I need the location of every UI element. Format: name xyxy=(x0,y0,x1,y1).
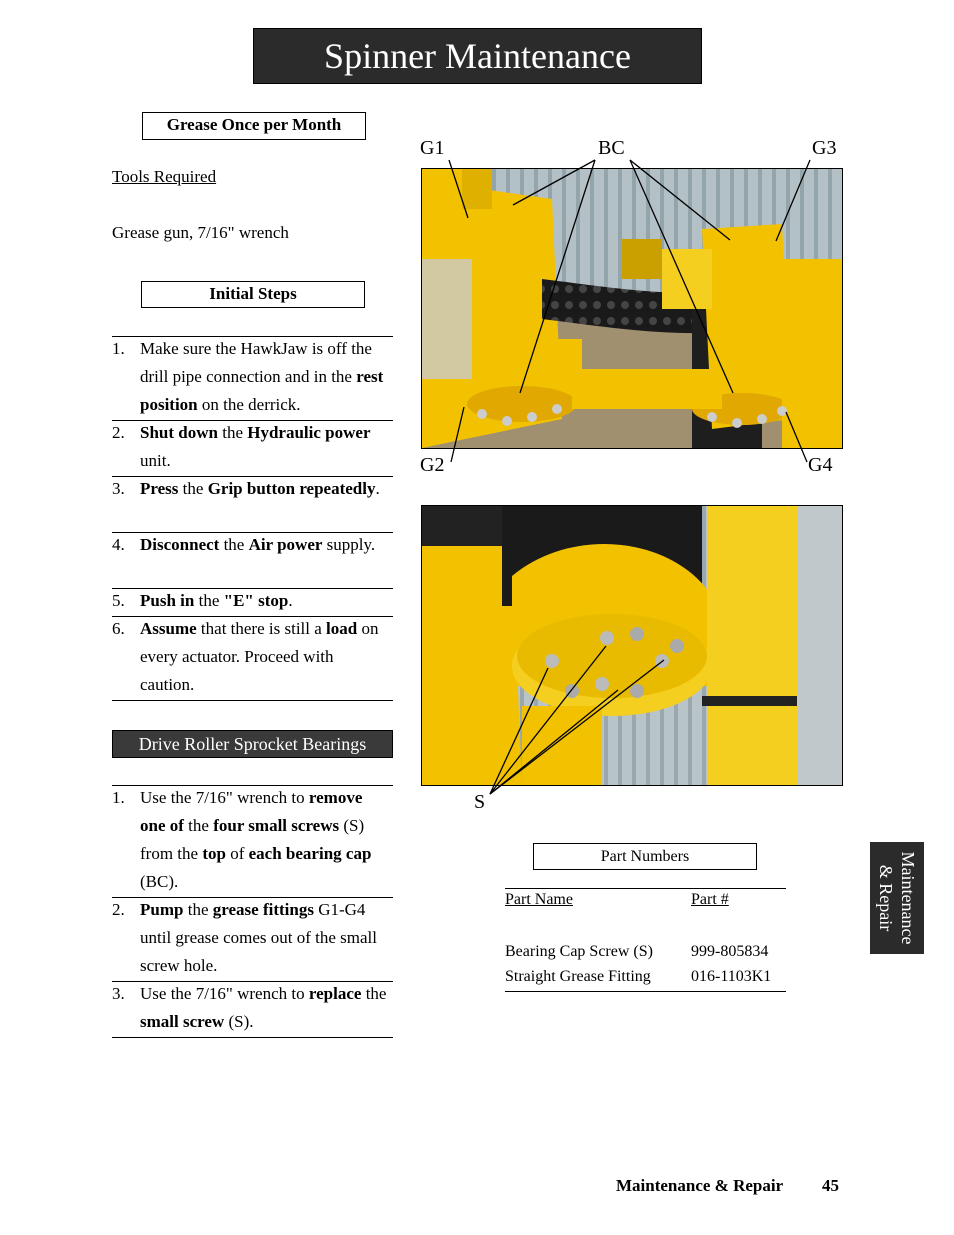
step-text-run: . xyxy=(288,591,293,610)
s-leader-4 xyxy=(490,660,664,794)
step-text-run: rest position xyxy=(140,367,384,414)
step-number: 2. xyxy=(112,423,125,442)
g1-leader xyxy=(449,160,468,218)
side-tab-line-1: Maintenance xyxy=(898,851,918,945)
step-text-run: Use the 7/16" wrench to xyxy=(140,984,309,1003)
page-number: 45 xyxy=(822,1176,839,1195)
step-text-run: load xyxy=(326,619,358,638)
step-text-run: (S). xyxy=(224,1012,254,1031)
step-text-run: (S) from the xyxy=(140,816,365,863)
label-g1: G1 xyxy=(420,137,445,159)
step-text-run: the xyxy=(178,479,208,498)
step-number: 5. xyxy=(112,591,125,610)
part-name-header: Part Name xyxy=(505,891,573,908)
bc-leader-4 xyxy=(630,160,733,393)
step-text-run: supply. xyxy=(322,535,376,554)
step-text-run: unit. xyxy=(140,451,171,470)
page-title: Spinner Maintenance xyxy=(253,28,702,84)
part-row-1-number: 999-805834 xyxy=(691,943,769,960)
tools-list: Grease gun, 7/16" wrench xyxy=(112,223,289,242)
part-table-bottom-rule xyxy=(505,991,786,992)
label-g4: G4 xyxy=(808,454,833,476)
step-text-run: "E" stop xyxy=(223,591,289,610)
section-heading-box: Drive Roller Sprocket Bearings xyxy=(112,730,393,758)
step-text-run: Assume xyxy=(140,619,197,638)
step-number: 1. xyxy=(112,788,125,807)
step-text-run: the xyxy=(217,423,248,442)
footer-section: Maintenance & Repair xyxy=(616,1176,784,1195)
step-text-run: on the derrick. xyxy=(197,395,301,414)
step-number: 3. xyxy=(112,479,125,498)
step-text-run: Press xyxy=(140,479,179,498)
step-number: 3. xyxy=(112,984,125,1003)
bc-leader-3 xyxy=(630,160,730,240)
step-number: 4. xyxy=(112,535,125,554)
label-g3: G3 xyxy=(812,137,837,159)
step-text-run: Shut down xyxy=(140,423,218,442)
step-text-run: small screw xyxy=(140,1012,225,1031)
step-text-run: the xyxy=(219,535,249,554)
part-numbers-box: Part Numbers xyxy=(533,843,757,870)
side-section-tab xyxy=(870,842,924,954)
step-text-run: the xyxy=(361,984,387,1003)
part-number-header: Part # xyxy=(691,891,729,908)
step-text-run: Use the 7/16" wrench to xyxy=(140,788,309,807)
step-text-run: remove one of xyxy=(140,788,363,835)
part-row-2-name: Straight Grease Fitting xyxy=(505,968,651,985)
step-text-run: Pump xyxy=(140,900,184,919)
step-text-run: Grip button repeatedly xyxy=(207,479,376,498)
part-row-2-number: 016-1103K1 xyxy=(691,968,772,985)
step-text-run: the xyxy=(194,591,224,610)
label-s: S xyxy=(474,791,486,813)
step-text-run: Push in xyxy=(140,591,195,610)
step-text-run: four small screws xyxy=(213,816,340,835)
tools-heading: Tools Required xyxy=(112,167,217,186)
step-number: 1. xyxy=(112,339,125,358)
step-text-run: on every actuator. Proceed with caution. xyxy=(140,619,379,694)
step-text-run: Make sure the HawkJaw is off the drill pipe connection and in the xyxy=(140,339,372,386)
step-text-run: top xyxy=(202,844,226,863)
step-text-run: of xyxy=(225,844,249,863)
label-bc: BC xyxy=(598,137,625,159)
step-text-run: G1-G4 until grease comes out of the small screw hole. xyxy=(140,900,377,975)
g4-leader xyxy=(786,412,807,462)
part-row-1-name: Bearing Cap Screw (S) xyxy=(505,943,653,960)
step-text-run: the xyxy=(183,816,214,835)
step-text-run: the xyxy=(183,900,213,919)
part-table-top-rule xyxy=(505,888,786,889)
step-text-run: Air power xyxy=(248,535,323,554)
step-text-run: replace xyxy=(308,984,362,1003)
step-text-run: Hydraulic power xyxy=(247,423,371,442)
grease-frequency-box: Grease Once per Month xyxy=(142,112,366,140)
g2-leader xyxy=(451,407,464,462)
g3-leader xyxy=(776,160,810,241)
step-text-run: (BC). xyxy=(140,872,179,891)
step-text-run: grease fittings xyxy=(212,900,314,919)
step-text-run: Disconnect xyxy=(140,535,220,554)
step-text-run: . xyxy=(375,479,380,498)
side-tab-line-2: & Repair xyxy=(876,864,896,932)
initial-steps-box: Initial Steps xyxy=(141,281,365,308)
step-number: 2. xyxy=(112,900,125,919)
step-text-run: each bearing cap xyxy=(248,844,372,863)
step-text-run: that there is still a xyxy=(196,619,327,638)
step-number: 6. xyxy=(112,619,125,638)
label-g2: G2 xyxy=(420,454,445,476)
